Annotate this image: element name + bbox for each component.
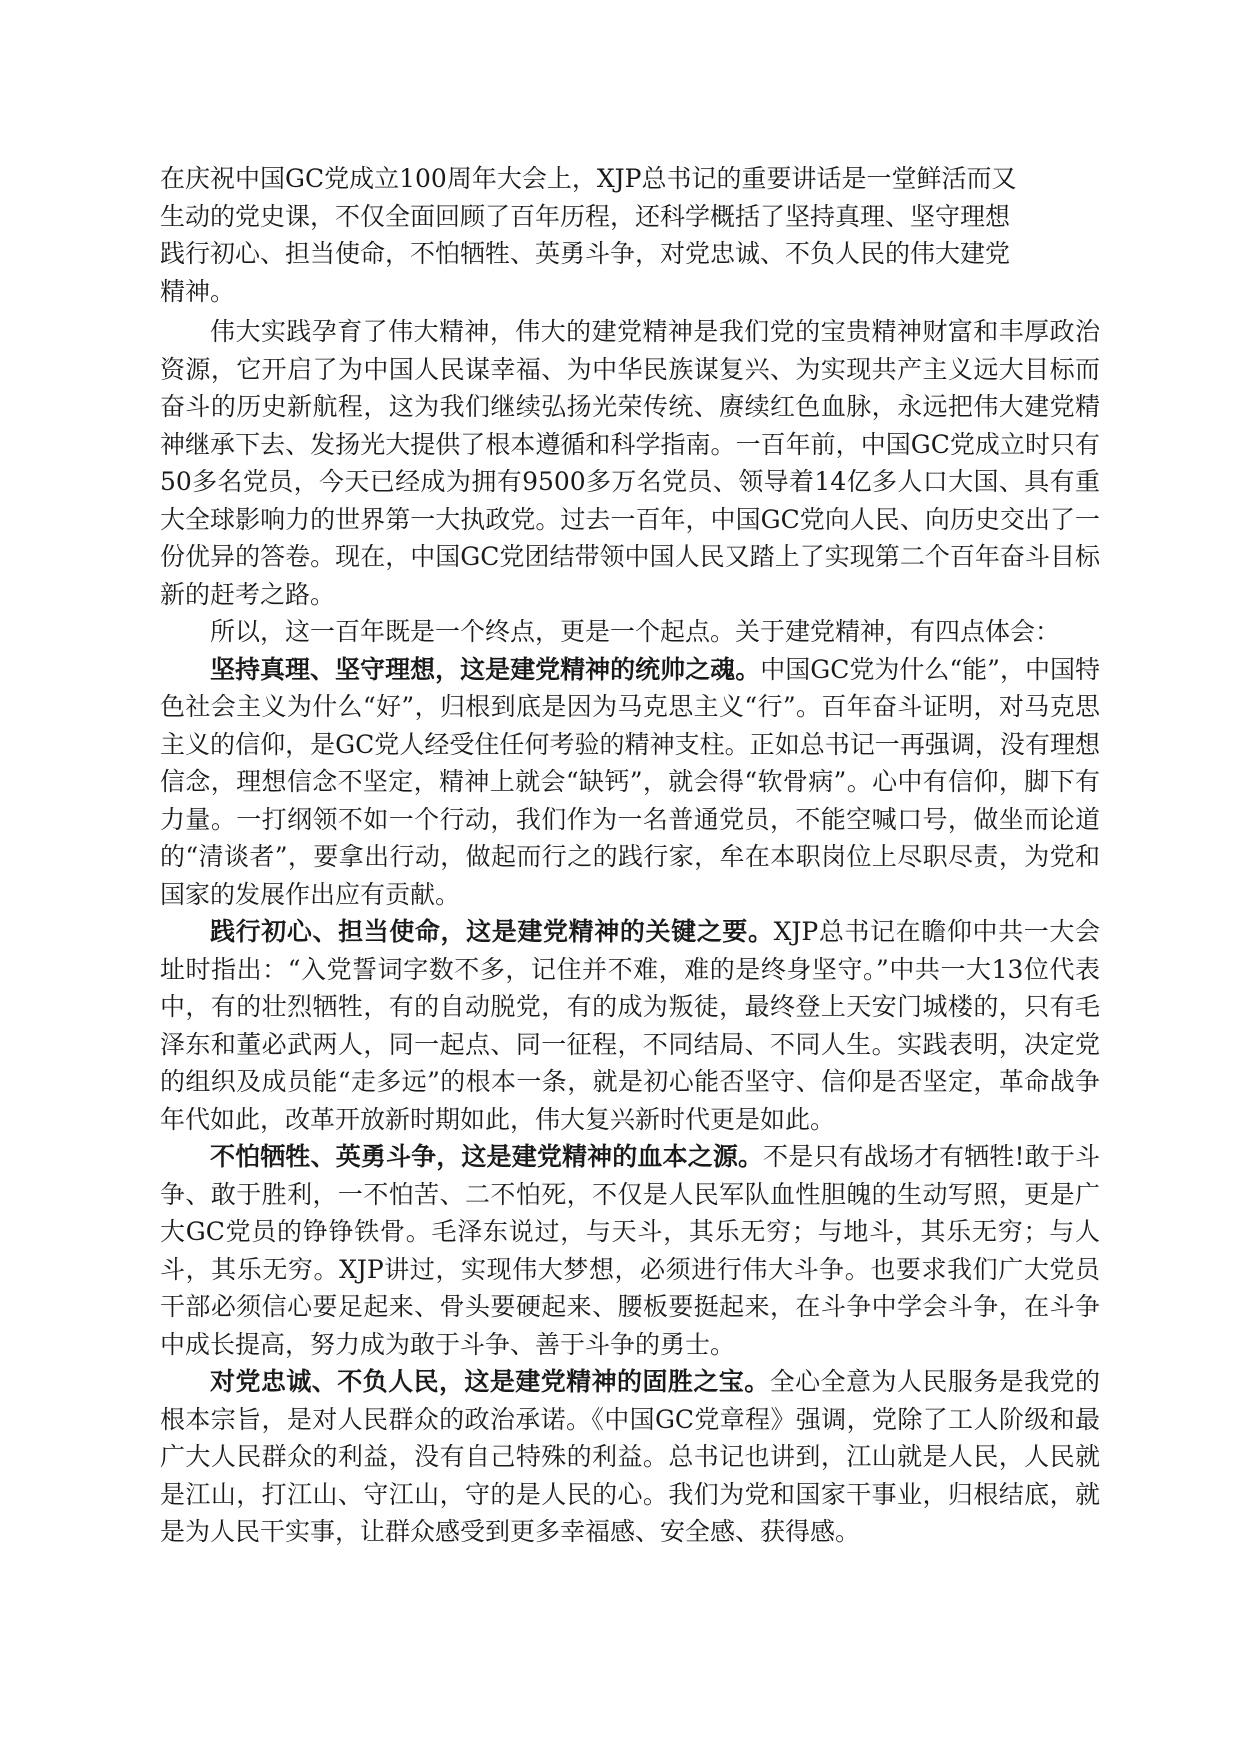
point-4-heading: 对党忠诚、不负人民，这是建党精神的固胜之宝。	[210, 1367, 770, 1396]
point-1-body: 中国GC党为什么“能”，中国特色社会主义为什么“好”，归根到底是因为马克思主义“行”。百年奋斗证明，对马克思主义的信仰，是GC党人经受住任何考验的精神支柱。正如总书记一再强调，没有理想信念，理想信念不坚定，精神上就会“缺钙”，就会得“软骨病”。心中有信仰，脚下有力量。一打纲领不如一个行动，我们作为一名普通党员，不能空喊口号，做坐而论道的“清谈者”，要拿出行动，做起而行之的践行家，牟在本职岗位上尽职尽责，为党和国家的发展作出应有贡献。	[160, 654, 1100, 909]
point-2-paragraph	[160, 913, 1100, 1138]
document-page	[160, 160, 1100, 1551]
point-2-body: XJP总书记在瞻仰中共一大会址时指出：“入党誓词字数不多，记住并不难，难的是终身坚守。”中共一大13位代表中，有的壮烈牺牲，有的自动脱党，有的成为叛徒，最终登上天安门城楼的，只有毛泽东和董必武两人，同一起点、同一征程，不同结局、不同人生。实践表明，决定党的组织及成员能“走多远”的根本一条，就是初心能否坚守、信仰是否坚定，革命战争年代如此，改革开放新时期如此，伟大复兴新时代更是如此。	[160, 917, 1100, 1134]
point-4-body: 全心全意为人民服务是我党的根本宗旨，是对人民群众的政治承诺。《中国GC党章程》强调，党除了工人阶级和最广大人民群众的利益，没有自己特殊的利益。总书记也讲到，江山就是人民，人民就是江山，打江山、守江山，守的是人民的心。我们为党和国家干事业，归根结底，就是为人民干实事，让群众感受到更多幸福感、安全感、获得感。	[160, 1367, 1100, 1546]
paragraph-1: 伟大实践孕育了伟大精神，伟大的建党精神是我们党的宝贵精神财富和丰厚政治资源，它开启了为中国人民谋幸福、为中华民族谋复兴、为实现共产主义远大目标而奋斗的历史新航程，这为我们继续弘扬光荣传统、赓续红色血脉，永远把伟大建党精神继承下去、发扬光大提供了根本遵循和科学指南。一百年前，中国GC党成立时只有50多名党员，今天已经成为拥有9500多万名党员、领导着14亿多人口大国、具有重大全球影响力的世界第一大执政党。过去一百年，中国GC党向人民、向历史交出了一份优异的答卷。现在，中国GC党团结带领中国人民又踏上了实现第二个百年奋斗目标新的赶考之路。	[160, 317, 1100, 609]
intro-paragraph: 在庆祝中国GC党成立100周年大会上，XJP总书记的重要讲话是一堂鲜活而又生动的党史课，不仅全面回顾了百年历程，还科学概括了坚持真理、坚守理想践行初心、担当使命，不怕牺牲、英勇斗争，对党忠诚、不负人民的伟大建党精神。	[160, 164, 1017, 306]
point-3-paragraph	[160, 1138, 1100, 1363]
point-1-paragraph	[160, 651, 1100, 914]
point-3-body: 不是只有战场才有牺牲!敢于斗争、敢于胜利，一不怕苦、二不怕死，不仅是人民军队血性胆魄的生动写照，更是广大GC党员的铮铮铁骨。毛泽东说过，与天斗，其乐无穷；与地斗，其乐无穷；与人斗，其乐无穷。XJP讲过，实现伟大梦想，必须进行伟大斗争。也要求我们广大党员干部必须信心要足起来、骨头要硬起来、腰板要挺起来，在斗争中学会斗争，在斗争中成长提高，努力成为敢于斗争、善于斗争的勇士。	[160, 1142, 1100, 1359]
point-2-heading: 践行初心、担当使命，这是建党精神的关键之要。	[210, 917, 774, 946]
point-3-heading: 不怕牺牲、英勇斗争，这是建党精神的血本之源。	[210, 1142, 764, 1171]
point-4-paragraph	[160, 1363, 1100, 1551]
point-1-heading: 坚持真理、坚守理想，这是建党精神的统帅之魂。	[210, 654, 761, 684]
paragraph-2: 所以，这一百年既是一个终点，更是一个起点。关于建党精神，有四点体会：	[210, 617, 1061, 646]
